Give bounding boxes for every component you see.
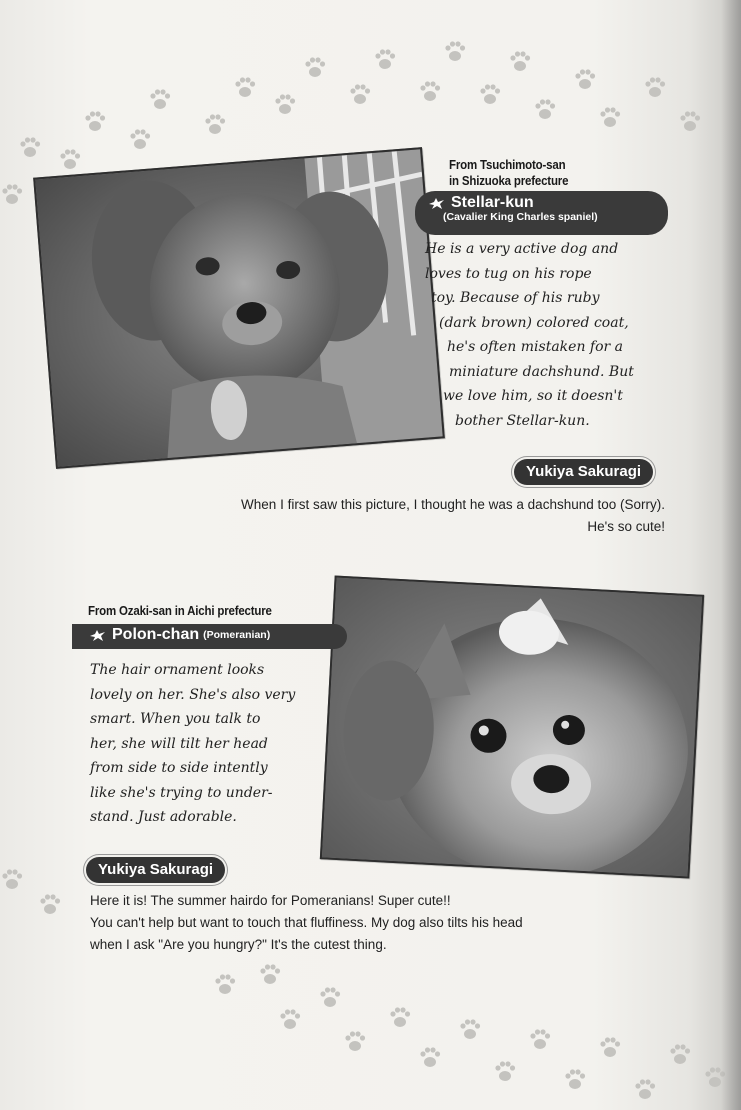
letter-line: smart. When you talk to bbox=[90, 711, 261, 727]
paw-print-icon bbox=[2, 869, 22, 889]
comment-line: He's so cute! bbox=[587, 519, 665, 534]
comment-line: Here it is! The summer hairdo for Pomeranians! Super cute!! bbox=[90, 893, 451, 908]
paw-print-icon bbox=[390, 1007, 410, 1027]
paw-print-icon bbox=[445, 41, 465, 61]
dog-name: Polon-chan bbox=[112, 626, 200, 643]
dog-silhouette-icon bbox=[427, 196, 447, 210]
paw-print-icon bbox=[420, 1047, 440, 1067]
paw-print-icon bbox=[215, 974, 235, 994]
paw-print-icon bbox=[375, 49, 395, 69]
paw-print-icon bbox=[20, 137, 40, 157]
sender-line-1: From Ozaki-san in Aichi prefecture bbox=[88, 604, 272, 618]
comment-line: when I ask "Are you hungry?" It's the cutest thing. bbox=[90, 937, 387, 952]
paw-print-icon bbox=[60, 149, 80, 169]
letter-line: bother Stellar-kun. bbox=[455, 412, 590, 429]
paw-print-icon bbox=[530, 1029, 550, 1049]
paw-print-icon bbox=[130, 129, 150, 149]
sender-info bbox=[88, 603, 355, 619]
letter-line: The hair ornament looks bbox=[90, 662, 265, 678]
comment-line: When I first saw this picture, I thought he was a dachshund too (Sorry). bbox=[241, 497, 665, 512]
paw-print-icon bbox=[480, 84, 500, 104]
letter-line: we love him, so it doesn't bbox=[443, 388, 623, 404]
commenter-badge: Yukiya Sakuragi bbox=[86, 857, 225, 883]
comment-line: You can't help but want to touch that fluffiness. My dog also tilts his head bbox=[90, 915, 523, 930]
paw-print-icon bbox=[460, 1019, 480, 1039]
letter-line: from side to side intently bbox=[90, 760, 268, 776]
letter-line: her, she will tilt her head bbox=[90, 735, 268, 752]
letter-line: (dark brown) colored coat, bbox=[439, 314, 629, 331]
dog-name-banner bbox=[72, 624, 347, 649]
paw-print-icon bbox=[510, 51, 530, 71]
page-gutter-shadow bbox=[721, 0, 741, 1110]
paw-print-icon bbox=[600, 1037, 620, 1057]
dog-silhouette-icon bbox=[88, 628, 108, 642]
paw-print-icon bbox=[635, 1079, 655, 1099]
paw-print-icon bbox=[600, 107, 620, 127]
commenter-badge: Yukiya Sakuragi bbox=[514, 459, 653, 485]
paw-print-icon bbox=[85, 111, 105, 131]
letter-line: miniature dachshund. But bbox=[449, 363, 634, 380]
paw-print-icon bbox=[420, 81, 440, 101]
letter-line: he's often mistaken for a bbox=[447, 339, 624, 355]
photo-stellar-kun bbox=[33, 147, 445, 469]
paw-print-icon bbox=[305, 57, 325, 77]
paw-print-icon bbox=[275, 94, 295, 114]
dog-breed: (Cavalier King Charles spaniel) bbox=[443, 211, 598, 224]
letter-line: lovely on her. She's also very bbox=[90, 686, 296, 703]
sender-line-2: in Shizuoka prefecture bbox=[449, 174, 569, 188]
paw-print-icon bbox=[260, 964, 280, 984]
dog-breed: (Pomeranian) bbox=[203, 629, 271, 641]
dog-name-banner bbox=[415, 191, 668, 235]
paw-print-icon bbox=[150, 89, 170, 109]
paw-print-icon bbox=[670, 1044, 690, 1064]
letter-line: toy. Because of his ruby bbox=[431, 290, 600, 306]
letter-line: like she's trying to under- bbox=[90, 784, 273, 801]
commenter-remark bbox=[90, 890, 650, 956]
dog-name: Stellar-kun bbox=[451, 194, 534, 211]
dog-photo-cavalier bbox=[35, 149, 442, 466]
paw-print-icon bbox=[680, 111, 700, 131]
paw-print-icon bbox=[535, 99, 555, 119]
paw-print-icon bbox=[205, 114, 225, 134]
sender-info bbox=[449, 157, 633, 189]
paw-print-icon bbox=[565, 1069, 585, 1089]
letter-line: He is a very active dog and bbox=[425, 241, 619, 257]
photo-polon-chan bbox=[320, 576, 704, 879]
paw-print-icon bbox=[235, 77, 255, 97]
paw-print-icon bbox=[495, 1061, 515, 1081]
paw-print-icon bbox=[2, 184, 22, 204]
letter-line: loves to tug on his rope bbox=[425, 265, 592, 282]
paw-print-icon bbox=[350, 84, 370, 104]
dog-photo-pomeranian bbox=[322, 578, 702, 877]
paw-print-icon bbox=[645, 77, 665, 97]
letter-line: stand. Just adorable. bbox=[90, 809, 237, 825]
paw-print-icon bbox=[345, 1031, 365, 1051]
paw-print-icon bbox=[320, 987, 340, 1007]
paw-print-icon bbox=[40, 894, 60, 914]
paw-print-icon bbox=[280, 1009, 300, 1029]
owner-letter bbox=[90, 658, 330, 830]
sender-line-1: From Tsuchimoto-san bbox=[449, 158, 566, 172]
paw-print-icon bbox=[575, 69, 595, 89]
owner-letter bbox=[425, 237, 665, 433]
commenter-remark bbox=[100, 494, 665, 538]
